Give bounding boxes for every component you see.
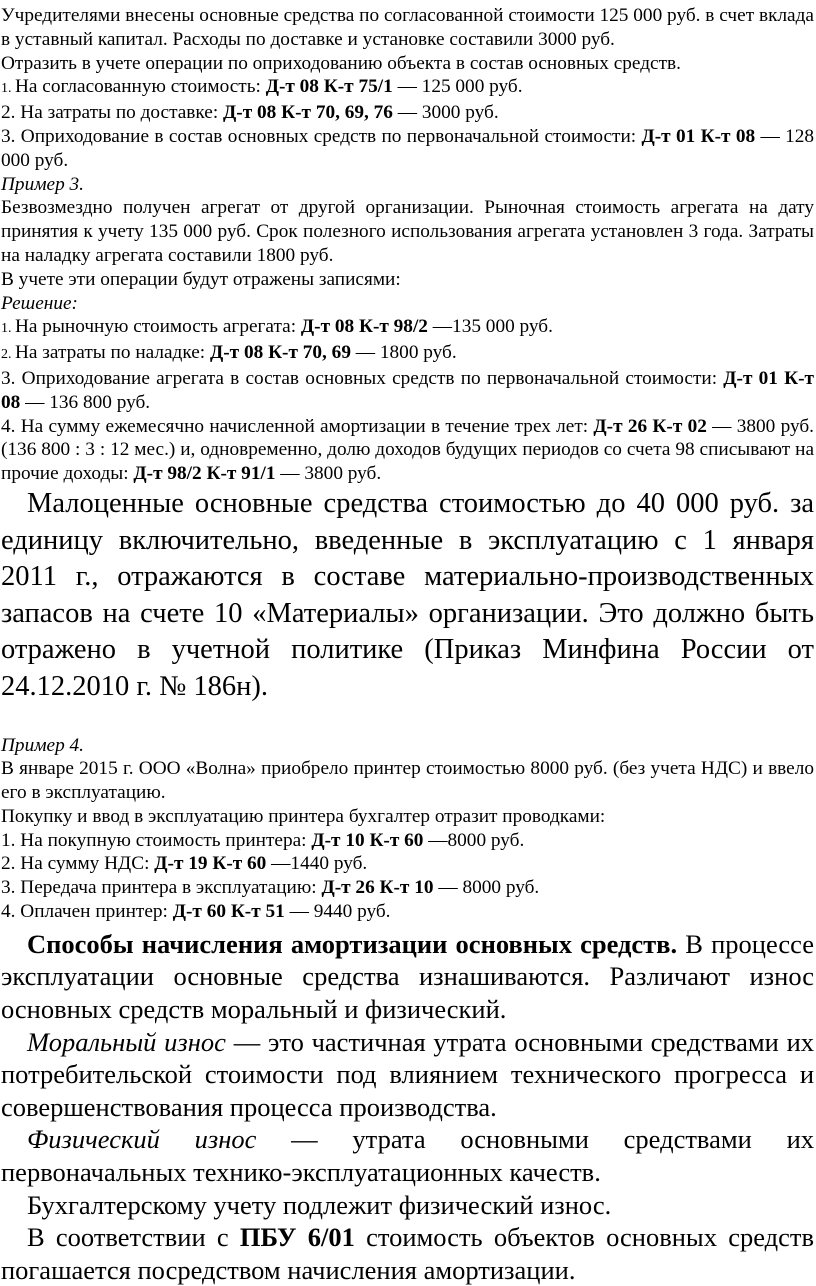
example-3-text [1, 196, 814, 267]
text-segment: В учете эти операции будут отражены записями: [1, 268, 401, 290]
entry-3 [1, 125, 814, 173]
bold-text: Д-т 10 К-т 60 [311, 829, 424, 851]
text-segment: — 136 800 руб. [20, 391, 151, 413]
text-segment: 4. На сумму ежемесячно начисленной амортизации в течение трех лет: [1, 415, 594, 437]
moral-wear-paragraph [1, 1026, 814, 1124]
text-segment: стоимость объектов основных средств погашается посредством начисления амортизации. [1, 1222, 814, 1285]
text-segment: В январе 2015 г. ООО «Волна» приобрело принтер стоимостью 8000 руб. (без учета НДС) и ввело его в эксплуатацию. [1, 758, 814, 804]
example-4-entry-4 [1, 900, 814, 924]
text-segment: Безвозмездно получен агрегат от другой организации. Рыночная стоимость агрегата на дату принятия к учету 135 000 руб. Срок полезного использования агрегата установлен 3 года. Затраты на наладку агрегата составили 1800 руб. [1, 197, 814, 266]
bold-text: Д-т 19 К-т 60 [154, 853, 267, 875]
text-segment: — 3800 руб. [275, 463, 382, 485]
bold-text: Д-т 01 К-т 08 [641, 125, 756, 147]
text-segment: — это частичная утрата основными средствами их потребительской стоимости под влиянием технического прогресса и совершенствования процесса производства. [1, 1026, 814, 1122]
italic-text: Физический износ [27, 1124, 257, 1155]
text-segment: Бухгалтерскому учету подлежит физический износ. [27, 1189, 612, 1220]
bold-text: Д-т 08 К-т 75/1 [265, 76, 393, 98]
text-segment: На согласованную стоимость: [15, 76, 266, 98]
text-segment: — 3800 руб. (136 800 : 3 : 12 мес.) и, одновременно, долю доходов будущих периодов со счета 98 списывают на прочие доходы: [1, 415, 814, 485]
text-segment: 3. Оприходование в состав основных средств по первоначальной стоимости: [1, 125, 642, 147]
bold-text: Д-т 60 К-т 51 [172, 901, 285, 923]
text-segment: На затраты по наладке: [15, 342, 210, 364]
text-segment: — 128 000 руб. [1, 125, 814, 171]
text-segment: 2. [1, 347, 15, 363]
italic-text: Решение: [1, 292, 78, 314]
example-4-heading [1, 734, 814, 758]
text-segment: 2. На сумму НДС: [1, 853, 155, 875]
example-4-entry-1 [1, 829, 814, 853]
example-3-lead [1, 268, 814, 292]
physical-wear-paragraph [1, 1123, 814, 1188]
pbu-paragraph [1, 1221, 814, 1286]
bold-text: Д-т 98/2 К-т 91/1 [133, 463, 276, 485]
accounting-paragraph [1, 1189, 814, 1222]
text-segment: 2. На затраты по доставке: [1, 102, 224, 124]
text-segment: —8000 руб. [423, 829, 525, 851]
text-segment: 1. На покупную стоимость принтера: [1, 829, 312, 851]
bold-text: Д-т 08 К-т 70, 69, 76 [223, 102, 393, 124]
entry-2 [1, 101, 814, 125]
task-paragraph [1, 52, 814, 76]
bold-text: Д-т 01 К-т 08 [1, 367, 814, 413]
example-4-entry-3 [1, 876, 814, 900]
text-segment: —1440 руб. [266, 853, 368, 875]
text-segment: 3. Оприходование агрегата в состав основных средств по первоначальной стоимости: [1, 367, 724, 389]
italic-text: Моральный износ [27, 1026, 226, 1057]
text-segment: 1. [1, 81, 15, 97]
text-segment: Покупку и ввод в эксплуатацию принтера бухгалтер отразит проводками: [1, 805, 606, 827]
text-segment: —135 000 руб. [427, 316, 553, 338]
text-segment: — 1800 руб. [350, 342, 457, 364]
text-segment: — 9440 руб. [284, 901, 391, 923]
example-4-text [1, 757, 814, 805]
bold-text: Д-т 08 К-т 70, 69 [209, 342, 351, 364]
solution-heading [1, 292, 814, 316]
text-segment: Учредителями внесены основные средства по согласованной стоимости 125 000 руб. в счет вклада в уставный капитал. Расходы по доставке и установке составили 3000 руб. [1, 5, 814, 50]
example-4-lead [1, 805, 814, 829]
text-segment: В процессе эксплуатации основные средства изнашиваются. Различают износ основных средств моральный и физический. [1, 928, 814, 1025]
text-segment: 4. Оплачен принтер: [1, 901, 173, 923]
text-segment: — 125 000 руб. [392, 76, 523, 98]
italic-text: Пример 3. [1, 173, 84, 195]
bold-text: Д-т 26 К-т 02 [593, 415, 707, 437]
text-segment: 3. Передача принтера в эксплуатацию: [1, 877, 322, 899]
bold-text: Д-т 26 К-т 10 [321, 877, 434, 899]
text-segment: — утрата основными средствами их первоначальных технико-эксплуатационных качеств. [1, 1124, 815, 1188]
italic-text: Пример 4. [1, 734, 84, 756]
bold-text: Д-т 08 К-т 98/2 [300, 316, 428, 338]
text-segment: — 3000 руб. [392, 102, 499, 124]
solution-entry-1 [1, 315, 814, 341]
bold-text: Способы начисления амортизации основных средств. [27, 928, 678, 959]
text-segment: — 8000 руб. [433, 877, 540, 899]
example-3-heading [1, 173, 814, 197]
low-value-assets-paragraph [1, 486, 814, 706]
solution-entry-4 [1, 415, 814, 486]
solution-entry-3 [1, 367, 814, 415]
text-segment: В соответствии с [27, 1222, 240, 1253]
bold-text: ПБУ 6/01 [239, 1222, 355, 1253]
intro-paragraph [1, 4, 814, 52]
depreciation-methods-paragraph [1, 928, 814, 1026]
text-segment: На рыночную стоимость агрегата: [15, 316, 301, 338]
text-segment: Малоценные основные средства стоимостью до 40 000 руб. за единицу включительно, введенные в эксплуатацию с 1 января 2011 г., отражаются в составе материально-производственных запасов на счете 10 «Материалы» организации. Это должно быть отражено в учетной политике (Приказ Минфина России от 24.12.2010 г. № 186н). [1, 487, 814, 702]
entry-1 [1, 75, 814, 101]
text-segment: Отразить в учете операции по оприходованию объекта в состав основных средств. [1, 52, 681, 74]
text-segment: 1. [1, 321, 15, 337]
solution-entry-2 [1, 341, 814, 367]
example-4-entry-2 [1, 852, 814, 876]
